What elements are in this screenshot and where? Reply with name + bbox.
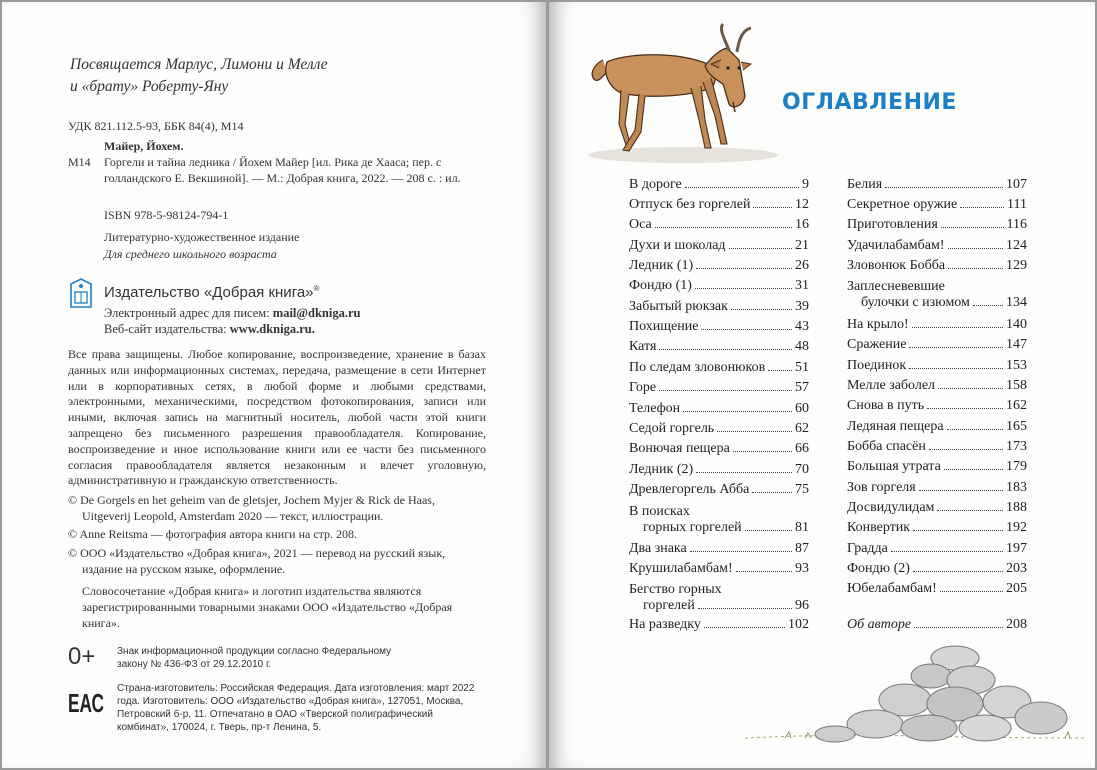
toc-entry: Снова в путь 162 xyxy=(847,398,1027,413)
toc-entry: Большая утрата 179 xyxy=(847,459,1027,474)
toc-entry: Поединок 153 xyxy=(847,358,1027,373)
toc-entry: Духи и шоколад 21 xyxy=(629,238,809,253)
toc-entry: Крушилабамбам! 93 xyxy=(629,561,809,576)
dedication-line: Посвящается Марлус, Лимони и Мелле xyxy=(70,56,328,73)
eac-mark-icon xyxy=(68,686,104,716)
toc-entry: Белия 107 xyxy=(847,177,1027,192)
toc-entry: Фондю (1) 31 xyxy=(629,278,809,293)
age-rating-badge: 0+ xyxy=(68,643,96,670)
toc-entry: Юбелабамбам! 205 xyxy=(847,581,1027,596)
manufacturer-info: Страна-изготовитель: Российская Федерация. Дата изготовления: март 2022 года. Изготовитель: ООО «Издательство «Добрая книга», 127051, Москва, Петровский б-р, 11. Отпечатано в ОАО «Тверской полиграфический комбинат», 170024, г. Тверь, пр-т Ленина, 5. xyxy=(117,683,475,733)
copyright-line: © De Gorgels en het geheim van de gletsjer, Jochem Myjer & Rick de Haas, Uitgeverij Leopold, Amsterdam 2020 — текст, иллюстрации. xyxy=(68,493,435,523)
toc-entry: Горе 57 xyxy=(629,380,809,395)
toc-entry: Конвертик 192 xyxy=(847,520,1027,535)
toc-entry: Два знака 87 xyxy=(629,541,809,556)
toc-title: ОГЛАВЛЕНИЕ xyxy=(782,90,957,115)
toc-entry: Приготовления 116 xyxy=(847,217,1027,232)
toc-entry: На разведку 102 xyxy=(629,617,809,632)
toc-entry: Седой горгель 62 xyxy=(629,421,809,436)
catalog-code: М14 xyxy=(68,155,91,169)
toc-entry: Ледник (1) 26 xyxy=(629,258,809,273)
toc-entry: Мелле заболел 158 xyxy=(847,378,1027,393)
trademark-notice: Словосочетание «Добрая книга» и логотип издательства являются зарегистрированными товарными знаками ООО «Издательство «Добрая книга». xyxy=(82,584,453,630)
toc-entry: В поисках горных горгелей 81 xyxy=(629,504,809,535)
toc-entry: Ледник (2) 70 xyxy=(629,462,809,477)
isbn: ISBN 978-5-98124-794-1 xyxy=(104,208,229,222)
toc-entry: Досвидулидам 188 xyxy=(847,500,1027,515)
toc-entry: Секретное оружие 111 xyxy=(847,197,1027,212)
publisher-site-line: Веб-сайт издательства: www.dkniga.ru. xyxy=(104,322,315,336)
toc-entry: Оса 16 xyxy=(629,217,809,232)
toc-entry: Заплесневевшие булочки с изюмом 134 xyxy=(847,279,1027,310)
dedication-line: и «брату» Роберту-Яну xyxy=(70,78,229,95)
toc-entry: По следам зловонюков 51 xyxy=(629,360,809,375)
toc-entry: Градда 197 xyxy=(847,541,1027,556)
age-rating-text: Знак информационной продукции согласно Федеральному закону № 436-ФЗ от 29.12.2010 г. xyxy=(117,646,392,670)
author-line: Майер, Йохем. xyxy=(104,139,184,153)
udk-line: УДК 821.112.5-93, ББК 84(4), М14 xyxy=(68,119,244,133)
age-line: Для среднего школьного возраста xyxy=(104,247,277,261)
publisher-email-line: Электронный адрес для писем: mail@dkniga.ru xyxy=(104,306,361,320)
toc-entry: Телефон 60 xyxy=(629,401,809,416)
toc-entry: Об авторе 208 xyxy=(847,617,1027,632)
rights-notice: Все права защищены. Любое копирование, воспроизведение, хранение в базах данных или информационных системах, передача, размещение в сети Интернет или в корпоративных сетях, в любой форме и любыми средствами, электронными, механическими, посредством фотокопирования, записи или иными, включая запись на магнитный носитель, любой части этой книги запрещено без письменного разрешения правообладателя. Копирование, воспроизведение и иное использование книги или ее части без письменного согласия правообладателя является незаконным и влечет уголовную, административную и гражданскую ответственность. xyxy=(68,347,486,488)
book-description: Горгели и тайна ледника / Йохем Майер [ил. Рика де Хааса; пер. с голландского Е. Векшиной]. — М.: Добрая книга, 2022. — 208 с. : ил. xyxy=(104,155,461,185)
toc-entry: Удачилабамбам! 124 xyxy=(847,238,1027,253)
toc-entry: Бобба спасён 173 xyxy=(847,439,1027,454)
svg-text:ЕАС: ЕАС xyxy=(68,688,105,718)
publisher-logo-icon xyxy=(68,276,94,310)
publisher-name: Издательство «Добрая книга»® xyxy=(104,284,320,301)
publisher-email: mail@dkniga.ru xyxy=(272,306,361,320)
toc-entry: Бегство горных горгелей 96 xyxy=(629,582,809,613)
toc-entry: Сражение 147 xyxy=(847,337,1027,352)
publisher-site: www.dkniga.ru. xyxy=(229,322,315,336)
copyright-line: © ООО «Издательство «Добрая книга», 2021 — перевод на русский язык, издание на русском языке, оформление. xyxy=(68,546,446,576)
copyright-line: © Anne Reitsma — фотография автора книги на стр. 208. xyxy=(68,527,358,541)
toc-entry: Древлегоргель Абба 75 xyxy=(629,482,809,497)
toc-entry: Ледяная пещера 165 xyxy=(847,419,1027,434)
rocks-illustration xyxy=(745,638,1085,748)
goat-illustration xyxy=(583,20,783,170)
toc-entry: Забытый рюкзак 39 xyxy=(629,299,809,314)
left-page xyxy=(2,2,546,768)
toc-entry: Фондю (2) 203 xyxy=(847,561,1027,576)
toc-entry: Зловонюк Бобба 129 xyxy=(847,258,1027,273)
genre-line: Литературно-художественное издание xyxy=(104,230,300,244)
toc-entry: Отпуск без горгелей 12 xyxy=(629,197,809,212)
toc-entry: Катя 48 xyxy=(629,339,809,354)
toc-entry: Похищение 43 xyxy=(629,319,809,334)
toc-entry: В дороге 9 xyxy=(629,177,809,192)
dedication xyxy=(70,54,490,98)
right-page xyxy=(549,2,1095,768)
toc-entry: Зов горгеля 183 xyxy=(847,480,1027,495)
toc-entry: Вонючая пещера 66 xyxy=(629,441,809,456)
toc-entry: На крыло! 140 xyxy=(847,317,1027,332)
